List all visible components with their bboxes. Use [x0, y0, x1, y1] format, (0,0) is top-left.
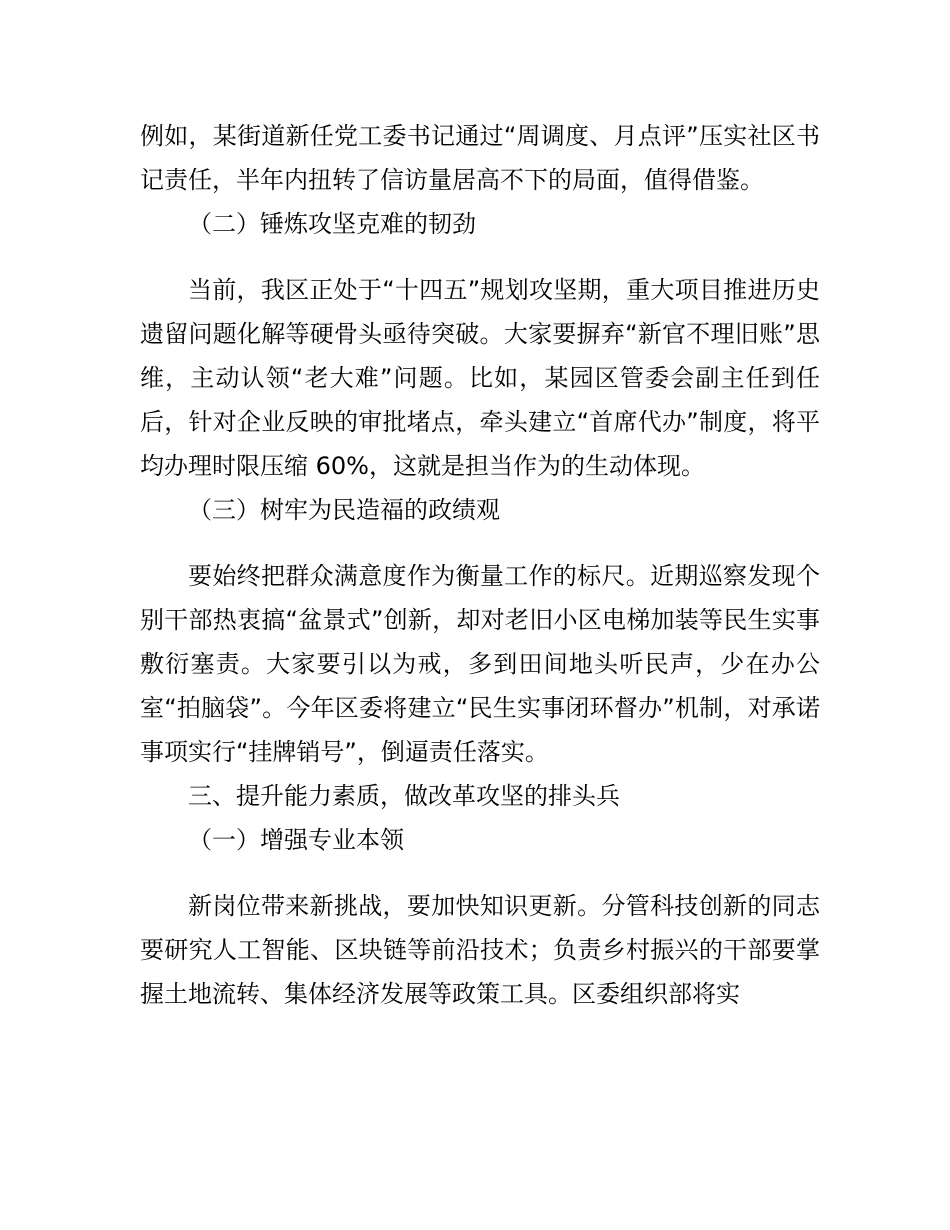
paragraph: 新岗位带来新挑战，要加快知识更新。分管科技创新的同志要研究人工智能、区块链等前沿技术；负责乡村振兴的干部要掌握土地流转、集体经济发展等政策工具。区委组织部将实 — [140, 892, 820, 1008]
document-body — [140, 114, 820, 1016]
paragraph: 要始终把群众满意度作为衡量工作的标尺。近期巡察发现个别干部热衷搞“盆景式”创新，却对老旧小区电梯加装等民生实事敷衍塞责。大家要引以为戒，多到田间地头听民声，少在办公室“拍脑袋”。今年区委将建立“民生实事闭环督办”机制，对承诺事项实行“挂牌销号”，倒逼责任落实。 — [140, 562, 820, 766]
paragraph-continued: 例如，某街道新任党工委书记通过“周调度、月点评”压实社区书记责任，半年内扭转了信访量居高不下的局面，值得借鉴。 — [140, 122, 820, 194]
paragraph: 当前，我区正处于“十四五”规划攻坚期，重大项目推进历史遗留问题化解等硬骨头亟待突破。大家要摒弃“新官不理旧账”思维，主动认领“老大难”问题。比如，某园区管委会副主任到任后，针对企业反映的审批堵点，牵头建立“首席代办”制度，将平均办理时限压缩 60%，这就是担当作为的生动体现。 — [140, 276, 820, 480]
section-heading-3: （三）树牢为民造福的政绩观 — [188, 496, 500, 524]
chapter-heading-3: 三、提升能力素质，做改革攻坚的排头兵 — [188, 782, 620, 810]
section-heading-1: （一）增强专业本领 — [188, 826, 404, 854]
section-heading-2: （二）锤炼攻坚克难的韧劲 — [188, 210, 476, 238]
